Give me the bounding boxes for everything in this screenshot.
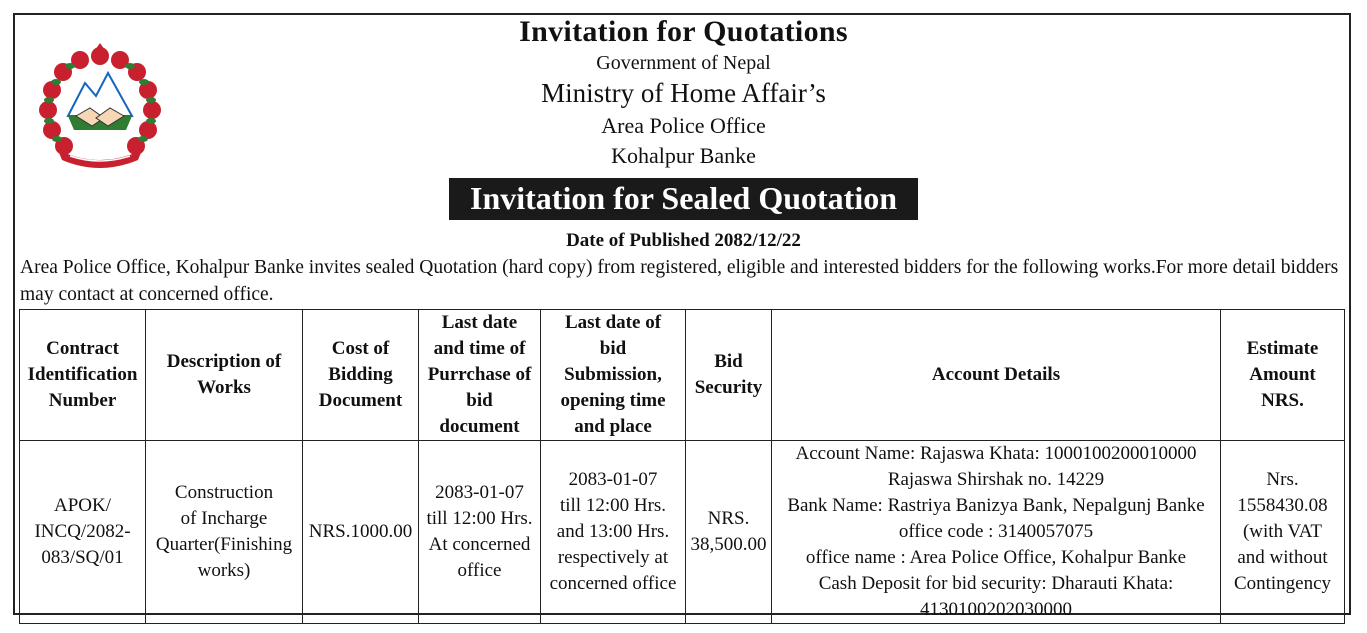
text-line: Cost of (331, 338, 390, 359)
col-cost (303, 310, 419, 441)
text-line: Purrchase of (427, 364, 532, 385)
text-line: Bid (714, 351, 743, 372)
text-line: of Incharge (180, 508, 268, 529)
text-line: office (457, 560, 502, 581)
cell-estimate (1221, 441, 1345, 624)
col-account-details (772, 310, 1221, 441)
government-name: Government of Nepal (596, 52, 771, 74)
col-description (146, 310, 303, 441)
text-line: 2083-01-07 (435, 482, 524, 503)
text-line: and 13:00 Hrs. (556, 521, 670, 542)
cell-bid-security (686, 441, 772, 624)
text-line: Nrs. (1266, 469, 1299, 490)
text-line: INCQ/2082- (34, 521, 131, 542)
text-line: Rajaswa Shirshak no. 14229 (887, 469, 1105, 490)
text-line: Number (48, 390, 117, 411)
text-line: till 12:00 Hrs. (426, 508, 533, 529)
banner-wrapper (0, 178, 1367, 220)
text-line: Security (694, 377, 763, 398)
text-line: Quarter(Finishing (155, 534, 293, 555)
office-location: Kohalpur Banke (611, 143, 756, 168)
table-header-row (20, 310, 1345, 441)
text-line: Amount (1249, 364, 1316, 385)
cell-cost (303, 441, 419, 624)
col-purchase-deadline (419, 310, 541, 441)
text-line: bid (599, 338, 627, 359)
text-line: office name : Area Police Office, Kohalpur Banke (805, 547, 1187, 568)
text-line: 4130100202030000 (920, 599, 1072, 620)
text-line: Document (318, 390, 403, 411)
text-line: Last date of (564, 312, 662, 333)
ministry-name: Ministry of Home Affair’s (541, 78, 826, 108)
text-line: Contract (46, 338, 119, 359)
text-line: works) (197, 560, 251, 581)
text-line: Cash Deposit for bid security: Dharauti Khata: (818, 573, 1174, 594)
text-line: At concerned (428, 534, 531, 555)
quotation-table (19, 309, 1345, 624)
text-line: 38,500.00 (690, 534, 767, 555)
text-line: till 12:00 Hrs. (559, 495, 667, 516)
text-line: (with VAT (1242, 521, 1322, 542)
text-line: Description of (166, 351, 282, 372)
text-line: Estimate (1246, 338, 1319, 359)
cell-purchase-deadline (419, 441, 541, 624)
office-name: Area Police Office (601, 113, 766, 138)
cell-submission-deadline (541, 441, 686, 624)
cell-account-details (772, 441, 1221, 624)
text-line: Account Details (931, 364, 1061, 385)
text-line: and time of (433, 338, 526, 359)
cell-description (146, 441, 303, 624)
text-line: 2083-01-07 (568, 469, 658, 490)
text-line: and without (1237, 547, 1328, 568)
col-estimate (1221, 310, 1345, 441)
text-line: concerned office (549, 573, 677, 594)
text-line: Submission, (564, 364, 662, 385)
text-line: NRS.1000.00 (308, 521, 413, 542)
text-line: 083/SQ/01 (41, 547, 124, 568)
text-line: Bidding (328, 364, 393, 385)
text-line: Bank Name: Rastriya Banizya Bank, Nepalgunj Banke (787, 495, 1205, 516)
text-line: Last date (441, 312, 518, 333)
text-line: document (439, 416, 520, 437)
text-line: Identification (27, 364, 138, 385)
publish-date: Date of Published 2082/12/22 (566, 230, 801, 251)
text-line: and place (574, 416, 652, 437)
text-line: Account Name: Rajaswa Khata: 1000100200010000 (795, 443, 1197, 464)
text-line: Contingency (1233, 573, 1332, 594)
text-line: 1558430.08 (1237, 495, 1328, 516)
col-submission-deadline (541, 310, 686, 441)
col-bid-security (686, 310, 772, 441)
text-line: Works (197, 377, 251, 398)
text-line: bid (466, 390, 493, 411)
cell-contract-id (20, 441, 146, 624)
table-row (20, 441, 1345, 624)
text-line: office code : 3140057075 (898, 521, 1094, 542)
page-title: Invitation for Quotations (519, 15, 848, 48)
col-contract-id (20, 310, 146, 441)
text-line: respectively at (557, 547, 669, 568)
notice-banner: Invitation for Sealed Quotation (449, 178, 918, 220)
text-line: APOK/ (53, 495, 111, 516)
intro-paragraph: Area Police Office, Kohalpur Banke invites sealed Quotation (hard copy) from registered, eligible and interested bidders for the following works.For more detail bidders may contact at concerned office. (20, 257, 1339, 305)
text-line: Construction (174, 482, 274, 503)
text-line: opening time (560, 390, 666, 411)
text-line: NRS. (1261, 390, 1304, 411)
text-line: NRS. (707, 508, 750, 529)
